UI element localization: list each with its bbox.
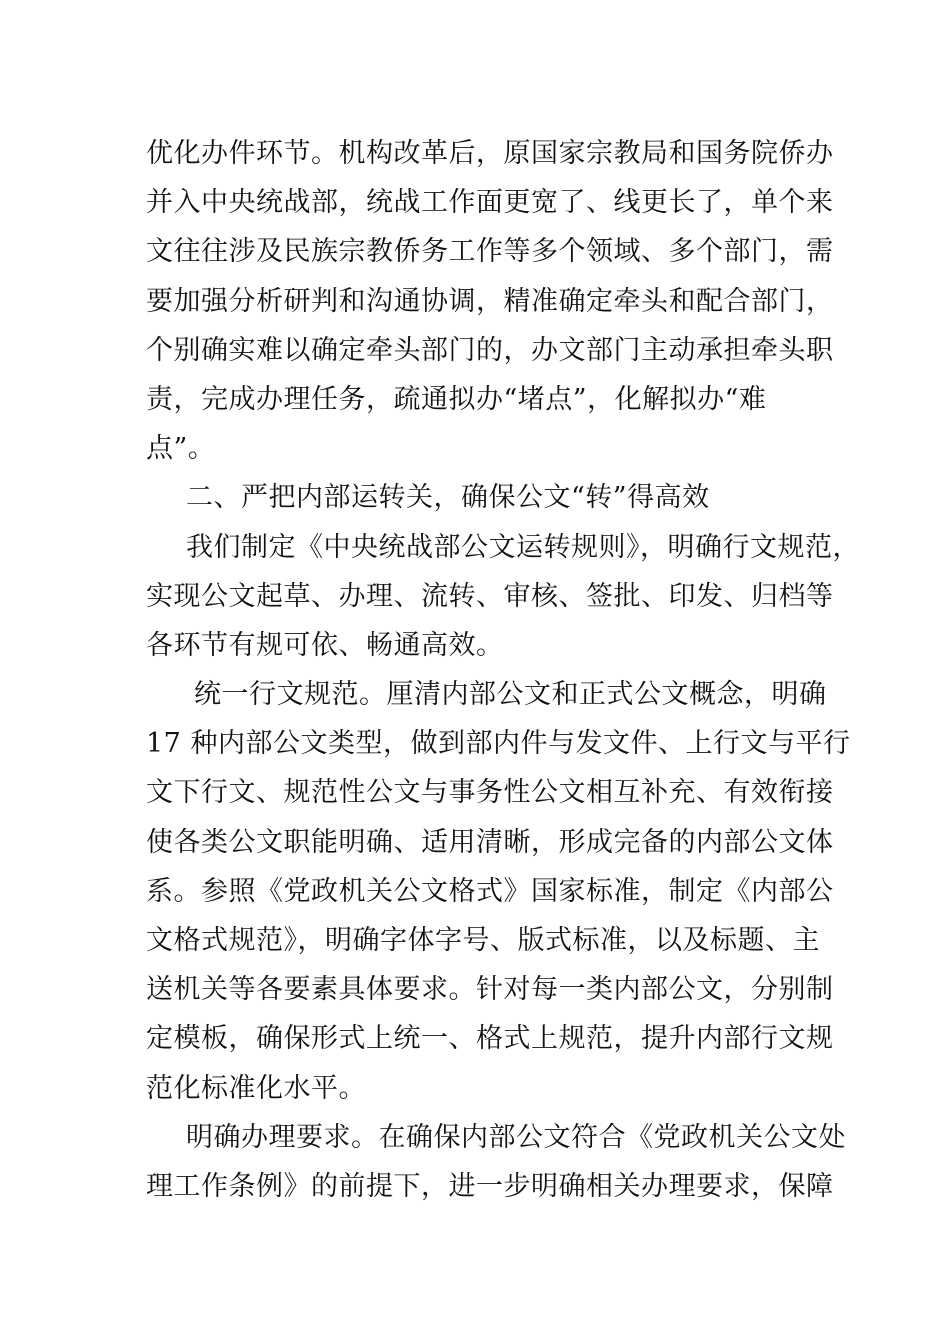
text-line: 定模板，确保形式上统一、格式上规范，提升内部行文规 bbox=[146, 1023, 834, 1055]
text-line: 并入中央统战部，统战工作面更宽了、线更长了，单个来 bbox=[146, 187, 834, 219]
section-heading: 二、严把内部运转关，确保公文“转”得高效 bbox=[186, 482, 710, 514]
text-line: 文往往涉及民族宗教侨务工作等多个领域、多个部门，需 bbox=[146, 236, 834, 268]
text-line: 理工作条例》的前提下，进一步明确相关办理要求，保障 bbox=[146, 1170, 834, 1202]
text-line: 文下行文、规范性公文与事务性公文相互补充、有效衔接 bbox=[146, 777, 834, 809]
text-line: 实现公文起草、办理、流转、审核、签批、印发、归档等 bbox=[146, 580, 834, 612]
text-line: 责，完成办理任务，疏通拟办“堵点”，化解拟办“难 bbox=[146, 383, 767, 415]
text-line: 17 种内部公文类型，做到部内件与发文件、上行文与平行 bbox=[146, 728, 851, 760]
text-line: 范化标准化水平。 bbox=[146, 1072, 366, 1104]
text-line: 各环节有规可依、畅通高效。 bbox=[146, 629, 504, 661]
text-line: 要加强分析研判和沟通协调，精准确定牵头和配合部门， bbox=[146, 285, 834, 317]
text-line: 明确办理要求。在确保内部公文符合《党政机关公文处 bbox=[186, 1121, 846, 1153]
text-line: 使各类公文职能明确、适用清晰，形成完备的内部公文体 bbox=[146, 826, 834, 858]
text-line: 个别确实难以确定牵头部门的，办文部门主动承担牵头职 bbox=[146, 334, 834, 366]
text-line: 文格式规范》，明确字体字号、版式标准，以及标题、主 bbox=[146, 925, 820, 956]
document-body bbox=[146, 129, 860, 1211]
text-line: 系。参照《党政机关公文格式》国家标准，制定《内部公 bbox=[146, 875, 834, 907]
text-line: 统一行文规范。厘清内部公文和正式公文概念，明确 bbox=[194, 679, 827, 711]
text-line: 优化办件环节。机构改革后，原国家宗教局和国务院侨办 bbox=[146, 138, 834, 169]
text-line: 我们制定《中央统战部公文运转规则》，明确行文规范， bbox=[186, 531, 860, 563]
text-line: 点”。 bbox=[146, 433, 216, 465]
text-line: 送机关等各要素具体要求。针对每一类内部公文，分别制 bbox=[146, 974, 834, 1006]
